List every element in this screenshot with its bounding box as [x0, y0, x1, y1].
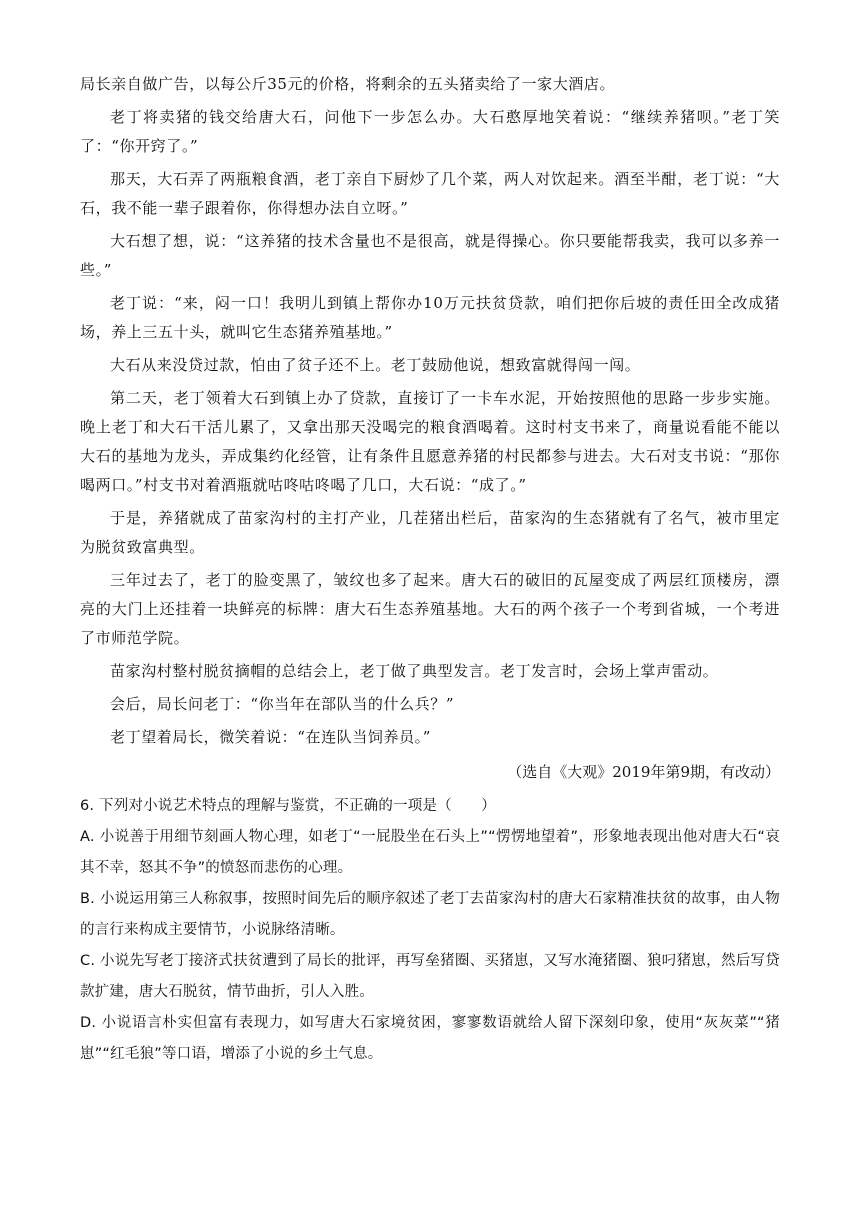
story-paragraph: 那天，大石弄了两瓶粮食酒，老丁亲自下厨炒了几个菜，两人对饮起来。酒至半酣，老丁说：“大石，我不能一辈子跟着你，你得想办法自立呀。”: [80, 170, 780, 217]
story-paragraph: 会后，局长问老丁：“你当年在部队当的什么兵？”: [110, 695, 455, 713]
option-a: A. 小说善于用细节刻画人物心理，如老丁“一屁股坐在石头上”“愣愣地望着”，形象地表现出他对唐大石“哀其不幸，怒其不争”的愤怒而悲伤的心理。: [80, 829, 780, 876]
story-paragraph: 老丁望着局长，微笑着说：“在连队当饲养员。”: [110, 728, 432, 746]
story-paragraph: 大石想了想，说：“这养猪的技术含量也不是很高，就是得操心。你只要能帮我卖，我可以多养一些。”: [80, 232, 780, 279]
question-stem: 6. 下列对小说艺术特点的理解与鉴赏，不正确的一项是（ ）: [80, 798, 496, 814]
story-paragraph: 局长亲自做广告，以每公斤35元的价格，将剩余的五头猪卖给了一家大酒店。: [80, 75, 616, 93]
story-paragraph: 第二天，老丁领着大石到镇上办了贷款，直接订了一卡车水泥，开始按照他的思路一步步实施。晚上老丁和大石干活儿累了，又拿出那天没喝完的粮食酒喝着。这时村支书来了，商量说看能不能以大石的基地为龙头，弄成集约化经管，让有条件且愿意养猪的村民都参与进去。大石对支书说：“那你喝两口。”村支书对着酒瓶就咕咚咕咚喝了几口，大石说：“成了。”: [80, 389, 780, 494]
story-paragraph: 三年过去了，老丁的脸变黑了，皱纹也多了起来。唐大石的破旧的瓦屋变成了两层红顶楼房，漂亮的大门上还挂着一块鲜亮的标牌：唐大石生态养殖基地。大石的两个孩子一个考到省城，一个考进了市师范学院。: [80, 571, 780, 647]
story-paragraph: 苗家沟村整村脱贫摘帽的总结会上，老丁做了典型发言。老丁发言时，会场上掌声雷动。: [110, 662, 719, 680]
option-c: C. 小说先写老丁接济式扶贫遭到了局长的批评，再写垒猪圈、买猪崽，又写水淹猪圈、狼叼猪崽，然后写贷款扩建，唐大石脱贫，情节曲折，引人入胜。: [80, 953, 780, 1000]
story-paragraph: 于是，养猪就成了苗家沟村的主打产业，几茬猪出栏后，苗家沟的生态猪就有了名气，被市里定为脱贫致富典型。: [80, 509, 780, 556]
story-paragraph: 老丁将卖猪的钱交给唐大石，问他下一步怎么办。大石憨厚地笑着说：“继续养猪呗。”老丁笑了：“你开窍了。”: [80, 108, 780, 155]
story-paragraph: 老丁说：“来，闷一口！我明儿到镇上帮你办10万元扶贫贷款，咱们把你后坡的责任田全改成猪场，养上三五十头，就叫它生态猪养殖基地。”: [80, 294, 780, 341]
option-b: B. 小说运用第三人称叙事，按照时间先后的顺序叙述了老丁去苗家沟村的唐大石家精准扶贫的故事，由人物的言行来构成主要情节，小说脉络清晰。: [80, 891, 780, 938]
source-citation: （选自《大观》2019年第9期，有改动）: [507, 763, 780, 781]
document-page: [80, 70, 780, 1070]
story-paragraph: 大石从来没贷过款，怕由了贫子还不上。老丁鼓励他说，想致富就得闯一闯。: [110, 356, 641, 374]
option-d: D. 小说语言朴实但富有表现力，如写唐大石家境贫困，寥寥数语就给人留下深刻印象，使用“灰灰菜”“猪崽”“红毛狼”等口语，增添了小说的乡土气息。: [80, 1015, 780, 1062]
